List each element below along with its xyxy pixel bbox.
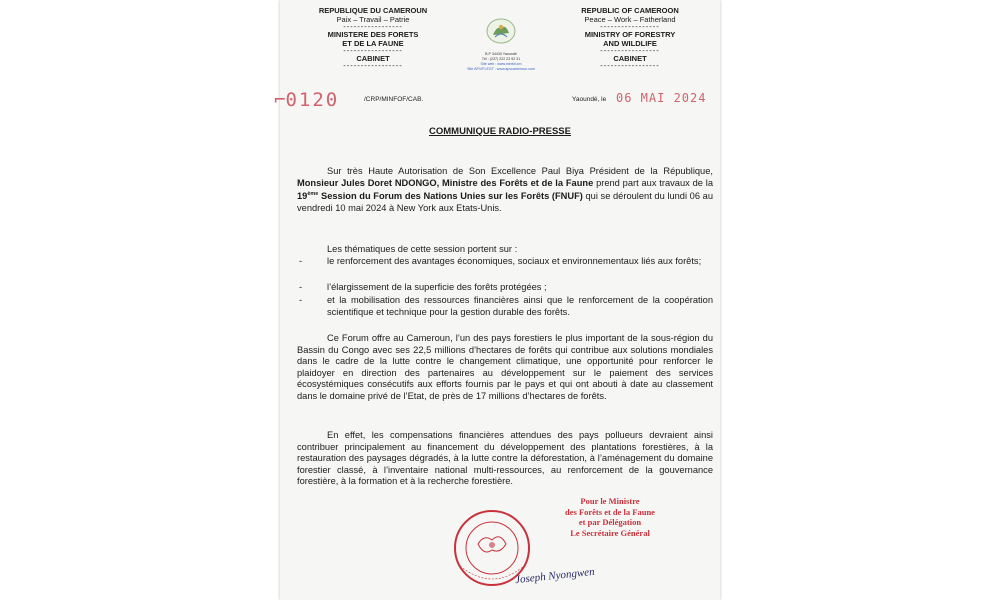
separator: ----------------- <box>600 22 660 31</box>
reference-number-stamp: ⌐0120 <box>274 89 340 111</box>
signature-line: Pour le Ministre <box>580 496 640 506</box>
document-title: COMMUNIQUE RADIO-PRESSE <box>429 126 571 137</box>
ministry-fr-line1: MINISTERE DES FORETS <box>327 30 419 39</box>
bullet-dash: - <box>299 256 303 266</box>
bullet-item: l’élargissement de la superficie des forêts protégées ; <box>327 282 547 292</box>
ministry-address <box>445 52 557 72</box>
reference-suffix: /CRP/MINFOF/CAB. <box>364 96 424 103</box>
cabinet-en: CABINET <box>613 54 647 63</box>
separator: ----------------- <box>600 46 660 55</box>
separator: ----------------- <box>343 22 403 31</box>
bullet-item: et la mobilisation des ressources financières ainsi que le renforcement de la coopération scientifique et technique pour la gestion durable des forêts. <box>327 295 713 317</box>
signatory-signature: Joseph Nyongwen <box>514 565 596 587</box>
motto-en: Peace – Work – Fatherland <box>584 15 676 24</box>
country-fr: REPUBLIQUE DU CAMEROUN <box>318 6 428 15</box>
paragraph-3: Ce Forum offre au Cameroun, l’un des pays forestiers le plus important de la sous-région du Bassin du Congo avec ses 22,5 millions d’hectares de forêts qui contribue aux solutions mondiales dans le cadre de la lutte contre le changement climatique, une opportunité pour renforcer le plaidoyer en direction des partenaires au développement sur le paiement des services écosystémiques consécutifs aux efforts fournis par le pays et qui ont abouti à date au classement dans le domaine privé de l’Etat, de près de 17 millions d’hectares de forêts. <box>297 333 713 401</box>
date-stamp: 06 MAI 2024 <box>616 91 707 105</box>
signature-line: des Forêts et de la Faune <box>565 506 655 517</box>
country-en: REPUBLIC OF CAMEROON <box>581 6 679 15</box>
ministry-fr-line2: ET DE LA FAUNE <box>342 39 404 48</box>
separator: ----------------- <box>600 61 660 70</box>
motto-fr: Paix – Travail – Patrie <box>336 15 410 24</box>
website-link: Site web : www.minfof.cm <box>480 62 522 66</box>
paragraph-4: En effet, les compensations financières attendues des pays pollueurs devraient ainsi contribuer principalement au financement du développement des plantations forestières, à la restauration des paysages dégradés, à la lutte contre la déforestation, à l’aménagement du domaine forestier classé, à l’inventaire national multi-ressources, au renforcement de la gouvernance forestière, à la formation et à la recherche forestière. <box>297 430 713 486</box>
apv-website-link: Site APV/FLEGT : www.apvcameroun.com <box>467 67 535 71</box>
paragraph-1: Sur très Haute Autorisation de Son Excellence Paul Biya Président de la République, Monsieur Jules Doret NDONGO, Ministre des Forêts et de la Faune prend part aux travaux de la 19ème Session du Forum des Nations Unies sur les Forêts (FNUF) qui se déroulent du lundi 06 au vendredi 10 mai 2024 à New York aux Etats-Unis. <box>297 166 713 213</box>
postal-box: B.P 34430 Yaoundé <box>485 52 517 56</box>
signature-line: Le Secrétaire Général <box>570 527 650 538</box>
document-page <box>274 0 720 600</box>
bullet-dash: - <box>299 282 303 292</box>
signature-line: et par Délégation <box>578 517 642 527</box>
ministry-logo-icon <box>485 17 517 45</box>
separator: ----------------- <box>343 46 403 55</box>
header-right <box>555 6 705 69</box>
date-place: Yaoundé, le <box>572 96 607 103</box>
header-left <box>298 6 448 69</box>
signature-block <box>535 496 685 538</box>
separator: ----------------- <box>343 61 403 70</box>
bullet-dash: - <box>299 295 303 305</box>
themes-intro: Les thématiques de cette session portent sur : <box>327 244 518 254</box>
ministry-en-line1: MINISTRY OF FORESTRY <box>584 30 676 39</box>
ministry-en-line2: AND WILDLIFE <box>603 39 657 48</box>
reference-number: 0120 <box>285 89 340 111</box>
cabinet-fr: CABINET <box>356 54 390 63</box>
telephone: Tél : (237) 222 23 92 31 <box>481 57 521 61</box>
bullet-item: le renforcement des avantages économiques, sociaux et environnementaux liés aux forêts; <box>327 256 702 266</box>
